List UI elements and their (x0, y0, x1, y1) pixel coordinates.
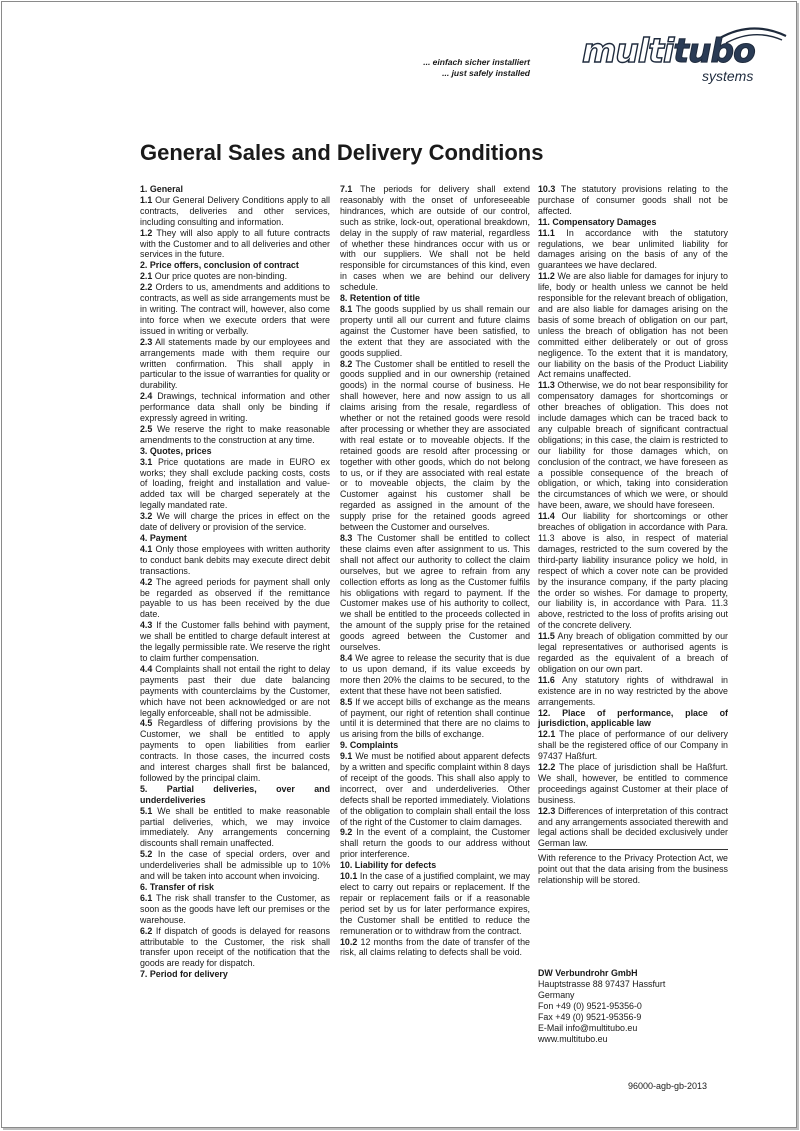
clause (340, 827, 530, 860)
clause (538, 729, 728, 762)
clause-text: Any breach of obligation committed by our legal representatives or authorised agents is regarded as the equivalent of a breach of obligation on our own part. (538, 631, 728, 674)
clause (340, 653, 530, 697)
clause-number: 4.2 (140, 576, 153, 587)
clause-text: If dispatch of goods is delayed for reasons attributable to the Customer, the risk shall transfer upon receipt of the notification that the goods are ready for dispatch. (140, 925, 330, 969)
clause-text: Complaints shall not entail the right to delay payments past their due date balancing payments with counterclaims by the Customer, which have not been acknowledged or are not legally enforceable, shall not be admissible. (140, 663, 330, 718)
logo-subtitle: systems (702, 68, 754, 84)
page-title: General Sales and Delivery Conditions (140, 140, 544, 165)
clause (340, 359, 530, 534)
section-heading: 10. Liability for defects (340, 860, 437, 871)
clause (140, 424, 330, 446)
clause-number: 2.4 (140, 391, 153, 402)
clause (140, 893, 330, 926)
clause-number: 9.2 (340, 827, 353, 838)
clause-text: In the event of a complaint, the Customer shall return the goods to our address without prior interference. (340, 827, 530, 860)
terms-column-3 (538, 184, 728, 886)
clause-number: 5.2 (140, 849, 153, 860)
clause-number: 2.5 (140, 423, 153, 434)
clause (340, 937, 530, 959)
clause (140, 577, 330, 621)
clause-text: The Customer shall be entitled to resell the goods supplied and in our ownership (retained goods) in the normal course of business. He shall however, here and now assign to us all claims arising from the resale, regardless of whether or not the retained goods were resold after processing or whether they are associated with real estate or to moveable objects. If the retained goods are resold after processing or together with other goods, which do not belong to us, or if they are associated with real estate or to moveable objects, the claim by the Customer against his customer shall be regarded as assigned in the amount of the supply prise for the retained goods agreed between the Customer and ourselves. (340, 358, 530, 533)
clause-number: 11.6 (538, 674, 555, 685)
clause-number: 9.1 (340, 751, 353, 762)
tagline (420, 57, 530, 79)
clause (538, 184, 728, 217)
logo-part-tubo: tubo (673, 31, 755, 70)
section-heading: 1. General (140, 184, 183, 194)
clause-number: 5.1 (140, 805, 153, 816)
company-address: Hauptstrasse 88 97437 Hassfurt (538, 979, 666, 989)
clause (140, 282, 330, 337)
clause (140, 664, 330, 719)
section-heading: 3. Quotes, prices (140, 445, 212, 456)
section-heading: 2. Price offers, conclusion of contract (140, 260, 299, 271)
clause-text: If the Customer falls behind with payment, we shall be entitled to charge default interest at the legally permissible rate. We reserve the right to claim further compensation. (140, 620, 330, 663)
logo-wordmark (582, 31, 755, 70)
section-heading: 6. Transfer of risk (140, 882, 214, 892)
terms-column-1 (140, 184, 330, 980)
clause-text: In the case of a justified complaint, we may elect to carry out repairs or replacement. If the repair or replacement fails or if a reasonable period set by us for later performance expires, the Customer shall be entitled to reduce the remuneration or to withdraw from the contract. (340, 871, 530, 936)
clause-text: Orders to us, amendments and additions to contracts, as well as side arrangements must be in writing. The contract will, however, also come into force when we execute orders that were issued in writing or verbally. (140, 282, 330, 336)
clause-text: In accordance with the statutory regulations, we bear unlimited liability for damages arising on the basis of any of the guarantees we have declared. (538, 227, 728, 271)
clause-number: 8.4 (340, 652, 353, 663)
clause-text: The risk shall transfer to the Customer, as soon as the goods have left our premises or the warehouse. (140, 892, 330, 925)
clause (140, 806, 330, 850)
clause-number: 1.1 (140, 194, 153, 205)
clause-text: Any statutory rights of withdrawal in existence are in no way restricted by the above arrangements. (538, 674, 728, 707)
clause-text: Price quotations are made in EURO ex works; they shall exclude packing costs, costs of loading, freight and installation and value-added tax will be charged seperately at the legally mandated rate. (140, 456, 330, 511)
logo-part-multi: multi (582, 31, 674, 70)
clause-number: 8.3 (340, 533, 353, 543)
clause-number: 2.3 (140, 336, 153, 347)
clause-number: 11.1 (538, 227, 555, 238)
clause-text: Our liability for shortcomings or other breaches of obligation in accordance with Para. 11.3 above is also, in respect of material damages, restricted to the sum covered by the third-party liability insurance policy we hold, in respect of which a cover note can be provided by the insurance company, if the party placing the order so wishes. For damage to property, our liability is, in accordance with Para. 11.3 above, restricted to the loss of profits arising out of the concrete delivery. (538, 511, 728, 631)
clause (340, 184, 530, 293)
clause-number: 4.5 (140, 718, 153, 729)
clause-text: The periods for delivery shall extend reasonably with the onset of unforeseeable hindrances, which are outside of our control, such as strike, lock-out, operational breakdown, delay in the supply of raw material, regardless of whether these hindrances occur with us or with our suppliers. We shall not be held responsible for circumstances of this kind, even in cases when we are behind our delivery schedule. (340, 184, 530, 293)
clause-number: 1.2 (140, 227, 153, 238)
section-heading: 4. Payment (140, 533, 187, 543)
contact-block (538, 968, 665, 1045)
clause (140, 926, 330, 970)
clause-number: 2.2 (140, 282, 153, 293)
clause-text: Drawings, technical information and other performance data shall only be binding if expressly agreed in writing. (140, 391, 330, 424)
clause-number: 8.1 (340, 303, 353, 314)
clause-number: 11.5 (538, 631, 555, 642)
clause (340, 697, 530, 741)
clause-number: 8.5 (340, 696, 353, 707)
clause-number: 3.1 (140, 456, 153, 467)
clause-number: 12.3 (538, 805, 556, 816)
section-heading: 7. Period for delivery (140, 969, 228, 980)
clause-text: We are also liable for damages for injury to life, body or health unless we cannot be held responsible for the relevant breach of obligation, and are also liable for damages arising on the basis of some breach of obligation on our part, unless the breach of obligation has not been committed either deliberately or out of gross negligence. To the extent that it is mandatory, our liability on the basis of the Product Liability Act remains unaffected. (538, 271, 728, 380)
clause-number: 4.4 (140, 663, 153, 674)
clause-number: 6.2 (140, 925, 153, 936)
clause-text: We must be notified about apparent defects by a written and specific complaint within 8 days of receipt of the goods. This shall also apply to incorrect, over and underdeliveries. Other defects shall be reported immediately. Violations of the obligation to complain shall entail the loss of the right of the Customer to claim damages. (340, 751, 530, 827)
section-heading: 5. Partial deliveries, over and underdeliveries (140, 783, 330, 805)
privacy-notice: With reference to the Privacy Protection Act, we point out that the data arising from the business relationship will be stored. (538, 849, 728, 886)
clause-text: The Customer shall be entitled to collect these claims even after assignment to us. This shall not affect our authority to collect the claim ourselves, but we agree to refrain from any collection efforts as long as the Customer fulfils his obligations with regard to payment. If the Customer makes use of his authority to collect, we shall be entitled to the proceeds collected in the amount of the supply prise for the retained goods agreed between the Customer and ourselves. (340, 533, 530, 653)
document-number: 96000-agb-gb-2013 (628, 1081, 708, 1091)
clause (140, 620, 330, 664)
clause (340, 533, 530, 653)
clause-text: Only those employees with written authority to conduct bank debits may execute direct debit transactions. (140, 543, 330, 576)
clause-text: Our General Delivery Conditions apply to all contracts, deliveries and other services, including consulting and information. (140, 194, 330, 227)
clause (140, 718, 330, 783)
company-phone: Fon +49 (0) 9521-95356-0 (538, 1001, 642, 1011)
section-heading: 8. Retention of title (340, 293, 420, 304)
clause-number: 4.1 (140, 543, 153, 554)
clause-text: The place of performance of our delivery shall be the registered office of our Company in 97437 Haßfurt. (538, 729, 728, 762)
clause-number: 7.1 (340, 184, 353, 194)
clause (538, 631, 728, 675)
company-email[interactable]: E-Mail info@multitubo.eu (538, 1023, 638, 1033)
clause (140, 511, 330, 533)
clause-text: We reserve the right to make reasonable amendments to the construction at any time. (140, 423, 330, 445)
clause-number: 10.1 (340, 871, 358, 882)
clause (140, 195, 330, 228)
multitubo-logo (582, 24, 790, 90)
clause-number: 3.2 (140, 511, 153, 522)
clause-text: The statutory provisions relating to the purchase of consumer goods shall not be affected. (538, 184, 728, 216)
terms-column-2 (340, 184, 530, 958)
tagline-german: ... einfach sicher installiert (423, 57, 530, 67)
clause (538, 675, 728, 708)
company-website[interactable]: www.multitubo.eu (538, 1034, 608, 1044)
clause-text: We agree to release the security that is due to us upon demand, if its value exceeds by more then 20% the claims to be secured, to the extent that these have not been satisfied. (340, 652, 530, 696)
clause-number: 10.2 (340, 936, 358, 947)
clause-number: 12.2 (538, 762, 556, 773)
clause (140, 228, 330, 261)
clause-text: Regardless of differing provisions by the Customer, we shall be entitled to apply payments to open liabilities from earlier contracts. In those cases, the incurred costs and interest charges shall first be balanced, followed by the principal claim. (140, 718, 330, 783)
clause (538, 271, 728, 380)
clause (140, 271, 330, 282)
clause-text: We will charge the prices in effect on the date of delivery or provision of the service. (140, 511, 330, 533)
clause-number: 10.3 (538, 184, 556, 194)
company-fax: Fax +49 (0) 9521-95356-9 (538, 1012, 642, 1022)
clause (340, 751, 530, 827)
clause-text: The agreed periods for payment shall only be regarded as observed if the remittance payable to us has been received by the due date. (140, 576, 330, 620)
clause (140, 391, 330, 424)
clause-text: If we accept bills of exchange as the means of payment, our right of retention shall continue until it is determined that there are no claims to us arising from the bills of exchange. (340, 696, 530, 740)
clause-text: 12 months from the date of transfer of the risk, all claims relating to defects shall be void. (340, 936, 530, 958)
clause-text: Differences of interpretation of this contract and any arrangements associated therewith and legal actions shall be decided exclusively under German law. (538, 805, 728, 849)
section-heading: 9. Complaints (340, 740, 399, 751)
clause (538, 762, 728, 806)
section-heading: 11. Compensatory Damages (538, 216, 657, 227)
clause-text: Our price quotes are non-binding. (152, 271, 288, 282)
tagline-english: ... just safely installed (442, 68, 530, 78)
clause-text: The goods supplied by us shall remain our property until all our current and future claims against the Customer have been satisfied, to the extent that they are associated with the goods supplied. (340, 303, 530, 358)
clause-number: 4.3 (140, 620, 153, 631)
clause-number: 8.2 (340, 358, 353, 369)
clause-text: The place of jurisdiction shall be Haßfurt. We shall, however, be entitled to commence proceedings against Customer at their place of business. (538, 762, 728, 805)
clause (538, 228, 728, 272)
clause (140, 337, 330, 392)
clause (140, 849, 330, 882)
section-heading: 12. Place of performance, place of jurisdiction, applicable law (538, 707, 728, 729)
clause (340, 304, 530, 359)
clause-number: 6.1 (140, 892, 153, 903)
clause-text: They will also apply to all future contracts with the Customer and to all deliveries and other services in the future. (140, 227, 330, 260)
clause (538, 806, 728, 850)
clause-number: 12.1 (538, 729, 556, 740)
clause (538, 380, 728, 511)
clause (538, 511, 728, 631)
clause (140, 457, 330, 512)
clause-number: 11.3 (538, 380, 555, 391)
clause-text: In the case of special orders, over and underdeliveries shall be admissible up to 10% and will be taken into account when invoicing. (140, 849, 330, 882)
clause-number: 11.2 (538, 271, 555, 282)
clause-text: Otherwise, we do not bear responsibility for compensatory damages for shortcomings or other breaches of obligation. This does not include damages which can be traced back to any culpable breach of significant contractual obligations; in this case, the claim is restricted to our liability for those damages which, on conclusion of the contract, we have foreseen as a possible consequence of the breach of obligation, or which, taking into consideration the circumstances of which we were, or should have been, aware, we should have foreseen. (538, 380, 728, 511)
terms-column-3-body (538, 184, 728, 849)
clause (140, 544, 330, 577)
clause-text: All statements made by our employees and arrangements made with them require our written confirmation. This shall apply in particular to the issue of warranties for quality or durability. (140, 336, 330, 391)
company-name: DW Verbundrohr GmbH (538, 968, 638, 978)
clause-number: 11.4 (538, 511, 555, 522)
clause-text: We shall be entitled to make reasonable partial deliveries, which, we may invoice immediately. Any arrangements concerning discounts shall remain unaffected. (140, 805, 330, 849)
clause (340, 871, 530, 936)
clause-number: 2.1 (140, 271, 153, 282)
company-country: Germany (538, 990, 575, 1000)
